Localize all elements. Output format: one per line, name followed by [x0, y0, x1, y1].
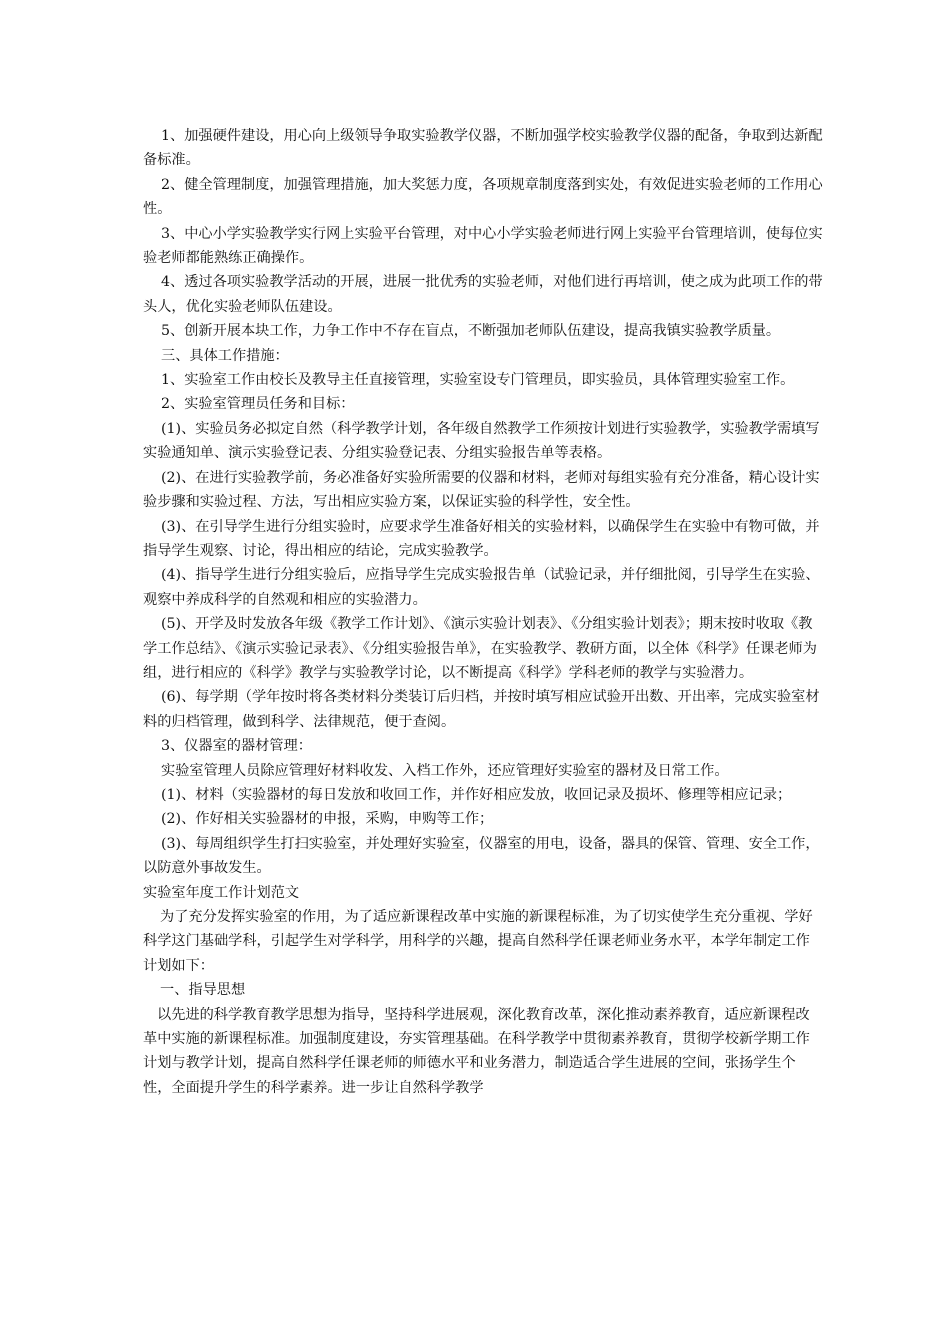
paragraph-equipment-2: (2)、作好相关实验器材的申报，采购，申购等工作； — [161, 811, 494, 828]
paragraph-item-4: 4、透过各项实验教学活动的开展，进展一批优秀的实验老师，对他们进行再培训，使之成为此项工作的带头人，优化实验老师队伍建设。 — [143, 274, 823, 315]
paragraph-subitem-6: (6)、每学期（学年按时将各类材料分类装订后归档，并按时填写相应试验开出数、开出率，完成实验室材料的归档管理，做到科学、法律规范，便于查阅。 — [143, 689, 820, 730]
paragraph-item-3: 3、中心小学实验教学实行网上实验平台管理，对中心小学实验老师进行网上实验平台管理培训，使每位实验老师都能熟练正确操作。 — [143, 225, 823, 267]
paragraph-subitem-5: (5)、开学及时发放各年级《教学工作计划》、《演示实验计划表》、《分组实验计划表》；期末按时收取《教学工作总结》、《演示实验记录表》、《分组实验报告单》，在实验教学、教研方面，以全体《科学》任课老师为组，进行相应的《科学》教学与实验教学讨论，以不断提高《科学》学科老师的教学与实验潜力。 — [143, 616, 817, 681]
section-heading-measures: 三、具体工作措施： — [161, 347, 289, 364]
paragraph-item-2: 2、健全管理制度，加强管理措施，加大奖惩力度，各项规章制度落到实处，有效促进实验老师的工作用心性。 — [143, 176, 823, 218]
paragraph-intro: 为了充分发挥实验室的作用，为了适应新课程改革中实施的新课程标准，为了切实使学生充分重视、学好科学这门基础学科，引起学生对学科学，用科学的兴趣，提高自然科学任课老师业务水平，本学年制定工作计划如下： — [143, 909, 813, 974]
paragraph-subitem-3: (3)、在引导学生进行分组实验时，应要求学生准备好相关的实验材料，以确保学生在实验中有物可做，并指导学生观察、讨论，得出相应的结论，完成实验教学。 — [143, 518, 820, 559]
paragraph-equipment-1: (1)、材料（实验器材的每日发放和收回工作，并作好相应发放，收回记录及损坏、修理等相应记录； — [161, 786, 792, 803]
document-body — [143, 124, 823, 1100]
paragraph-equipment-3: (3)、每周组织学生打扫实验室，并处理好实验室，仪器室的用电，设备，器具的保管、管理、安全工作，以防意外事故发生。 — [143, 835, 820, 877]
section-heading-guidance: 一、指导思想 — [160, 982, 246, 999]
document-subtitle: 实验室年度工作计划范文 — [143, 884, 300, 901]
paragraph-subitem-4: (4)、指导学生进行分组实验后，应指导学生完成实验报告单（试验记录，并仔细批阅，引导学生在实验、观察中养成科学的自然观和相应的实验潜力。 — [143, 567, 820, 608]
paragraph-subitem-1: (1)、实验员务必拟定自然（科学教学计划，各年级自然教学工作须按计划进行实验教学，实验教学需填写实验通知单、演示实验登记表、分组实验登记表、分组实验报告单等表格。 — [143, 420, 820, 462]
paragraph-item-1: 1、加强硬件建设，用心向上级领导争取实验教学仪器，不断加强学校实验教学仪器的配备，争取到达新配备标准。 — [143, 128, 823, 169]
paragraph-item-5: 5、创新开展本块工作，力争工作中不存在盲点，不断强加老师队伍建设，提高我镇实验教学质量。 — [161, 323, 781, 340]
paragraph-measure-3: 3、仪器室的器材管理： — [161, 738, 312, 755]
paragraph-guidance: 以先进的科学教育教学思想为指导，坚持科学进展观，深化教育改革，深化推动素养教育，适应新课程改革中实施的新课程标准。加强制度建设，夯实管理基础。在科学教学中贯彻素养教育，贯彻学校新学期工作计划与教学计划，提高自然科学任课老师的师德水平和业务潜力，制造适合学生进展的空间，张扬学生个性，全面提升学生的科学素养。进一步让自然科学教学 — [143, 1006, 810, 1096]
paragraph-subitem-2: (2)、在进行实验教学前，务必准备好实验所需要的仪器和材料，老师对每组实验有充分准备，精心设计实验步骤和实验过程、方法，写出相应实验方案，以保证实验的科学性，安全性。 — [143, 469, 820, 511]
paragraph-measure-1: 1、实验室工作由校长及教导主任直接管理，实验室设专门管理员，即实验员，具体管理实验室工作。 — [161, 372, 795, 389]
paragraph-measure-2: 2、实验室管理员任务和目标： — [161, 396, 355, 413]
paragraph-equipment-intro: 实验室管理人员除应管理好材料收发、入档工作外，还应管理好实验室的器材及日常工作。 — [161, 762, 729, 779]
